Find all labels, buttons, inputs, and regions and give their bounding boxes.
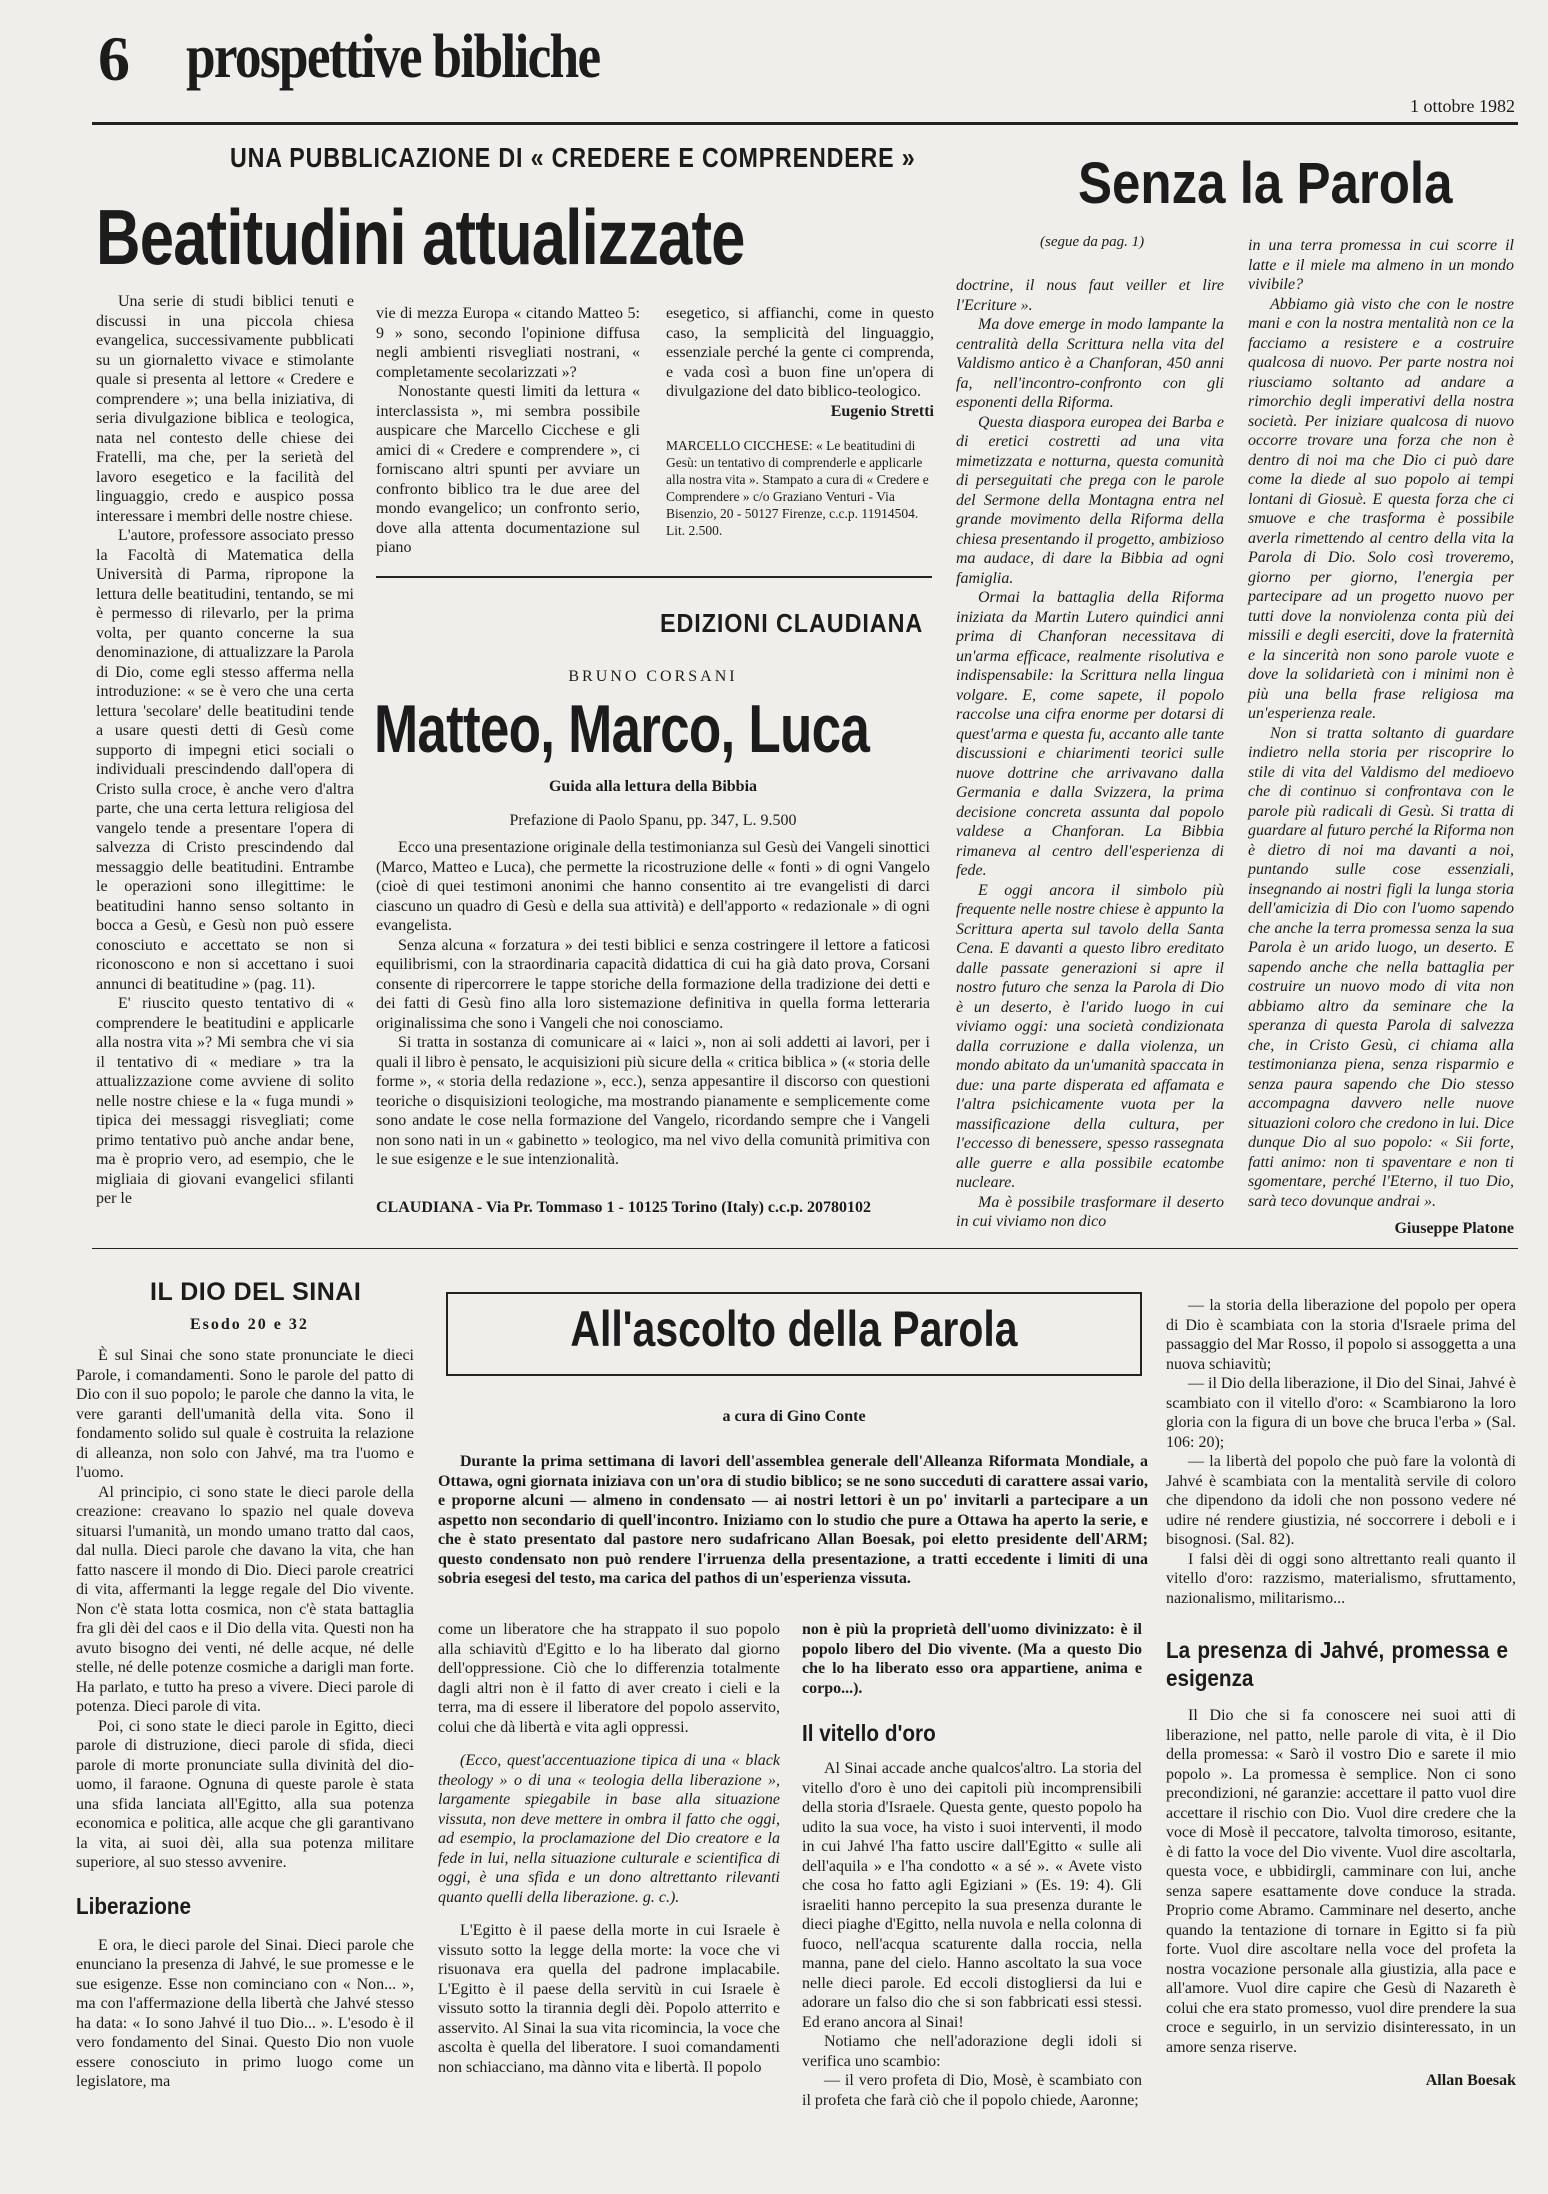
senza-signature: Giuseppe Platone	[1394, 1220, 1514, 1237]
ascolto-column-3	[1166, 1296, 1516, 2091]
beatitudini-column-3	[666, 304, 934, 539]
book-reference-note: MARCELLO CICCHESE: « Le beatitudini di Gesù: un tentativo di comprenderle e applicarle alla nostra vita ». Stampato a cura di « Credere e Comprendere » c/o Graziano Venturi - Via Bisenzio, 20 - 50127 Firenze, c.c.p. 11914504. Lit. 2.500.	[666, 438, 929, 538]
paragraph: È sul Sinai che sono state pronunciate le dieci Parole, i comandamenti. Sono le parole del patto di Dio con il suo popolo; le parole che danno la vita, le vere garanti dell'umanità della vita. Sono il fondamento solido sul quale è costruita la relazione di alleanza, non solo con Jahvé, ma tra l'uomo e l'uomo.	[76, 1347, 414, 1481]
paragraph: Notiamo che nell'adorazione degli idoli si verifica uno scambio:	[802, 2033, 1142, 2070]
paragraph: doctrine, il nous faut veiller et lire l'Ecriture ».	[956, 277, 1224, 314]
paragraph: Nonostante questi limiti da lettura « interclassista », mi sembra possibile auspicare che Marcello Cicchese e gli amici di « Credere e comprendere », ci forniscano altri spunti per avviare un confronto biblico tra le due aree del mondo evangelico; un confronto serio, dove alla attenta documentazione sul piano	[376, 383, 640, 556]
paragraph: — il Dio della liberazione, il Dio del Sinai, Jahvé è scambiato con il vitello d'oro: « Scambiarono la loro gloria con la figura di un bove che bruca l'erba » (Sal. 106: 20);	[1166, 1375, 1516, 1451]
claudiana-body	[376, 838, 930, 1170]
claudiana-brand: EDIZIONI CLAUDIANA	[660, 608, 924, 638]
paragraph: Al principio, ci sono state le dieci parole della creazione: creavano lo spazio nel quale doveva situarsi l'umanità, un mondo umano tratto dal caos, dal nulla. Dieci parole che davano la vita, che han fatto nascere il mondo di Dio. Dieci parole creatrici di vita, affermanti la legge regale del Dio vivente. Non c'è stata lotta cosmica, non c'è stata battaglia fra gli dèi del caos e il Dio della vita. Questi non ha avuto bisogno dei venti, né delle acque, né delle stelle, né delle potenze cosmiche a darigli man forte. Ha parlato, e tutto ha preso a vivere. Dieci parole di potenza. Dieci parole di vita.	[76, 1483, 414, 1715]
beatitudini-kicker: UNA PUBBLICAZIONE DI « CREDERE E COMPRENDERE »	[230, 142, 916, 173]
paragraph: Senza alcuna « forzatura » dei testi biblici e senza costringere il lettore a faticosi equilibrismi, con la straordinaria capacità didattica di cui ha già dato prova, Corsani consente di ripercorrere le tappe storiche della formazione della tradizione dei detti e dei fatti di Gesù fino alla loro sistemazione definitiva in quella forma letteraria originalissima che sono i Vangeli che noi conosciamo.	[376, 936, 930, 1032]
paragraph: — la libertà del popolo che può fare la volontà di Jahvé è scambiata con la mentalità servile di coloro che dipendono da idoli che non possono vedere né udire né rendere giustizia, né soccorrere i deboli e i bisognosi. (Sal. 82).	[1166, 1453, 1516, 1548]
paragraph: — il vero profeta di Dio, Mosè, è scambiato con il profeta che farà ciò che il popolo chiede, Aaronne;	[802, 2072, 1142, 2109]
paragraph: Ecco una presentazione originale della testimonianza sul Gesù dei Vangeli sinottici (Marco, Matteo e Luca), che permette la ricostruzione delle « fonti » di ogni Vangelo (cioè di quei testimoni anonimi che hanno consentito ai tre evangelisti di darci ciascuno un quadro di Gesù e della sua attività) e dell'apporto « redazionale » di ogni evangelista.	[376, 839, 930, 934]
paragraph: Si tratta in sostanza di comunicare ai « laici », non ai soli addetti ai lavori, per i quali il libro è pensato, le acquisizioni più sicure della « critica biblica » (« storia delle forme », « storia della redazione », ecc.), senza appesantire il discorso con questioni teoriche o disquisizioni teologiche, ma mostrando pianamente e semplicemente come sono andate le cose nella formazione del Vangelo, ricordando sempre che i Vangeli non sono nati in un « gabinetto » teologico, ma nel vivo della comunità primitiva con le sue esigenze e le sue intenzionalità.	[376, 1034, 930, 1168]
continued-note: (segue da pag. 1)	[1040, 234, 1145, 250]
paragraph: Una serie di studi biblici tenuti e discussi in una piccola chiesa evangelica, successivamente pubblicati su un giornaletto vivace e stimolante quale si presenta al lettore « Credere e comprendere »; una bella iniziativa, di seria divulgazione biblica e teologica, nata nel contesto delle chiese dei Fratelli, ma che, per la serietà del lavoro esegetico e la facilità del linguaggio, credo e auspico possa interessare i membri delle nostre chiese.	[96, 293, 354, 525]
header-rule	[92, 122, 1518, 125]
paragraph: E oggi ancora il simbolo più frequente nelle nostre chiese è appunto la Scrittura aperta sul tavolo della Santa Cena. E davanti a questo libro ereditato dalle passate generazioni si apre il nostro futuro che senza la Parola di Dio è un deserto, è l'arido luogo in cui viviamo oggi: una società condizionata dalla corruzione e dalla violenza, un mondo abitato da un'umanità spaccata in due: una parte disperata ed affamata e l'altra psichicamente vuota per la massificazione della cultura, per l'eccesso di benessere, spesso rassegnata alle guerre e alla possibile ecatombe nucleare.	[956, 881, 1224, 1191]
beatitudini-column-2	[376, 304, 640, 558]
liberazione-heading: Liberazione	[76, 1892, 192, 1919]
ascolto-headline: All'ascolto della Parola	[570, 1301, 1018, 1357]
paragraph: E ora, le dieci parole del Sinai. Dieci parole che enunciano la presenza di Jahvé, le sue promesse e le sue esigenze. Esse non cominciano con « Non... », ma con l'affermazione della libertà che Jahvé stesso ha data: « Io sono Jahvé il tuo Dio... ». L'esodo è il vero fondamento del Sinai. Questo Dio non vuole essere conosciuto in primo luogo come un legislatore, ma	[76, 1936, 414, 2090]
paragraph: non è più la proprietà dell'uomo divinizzato: è il popolo libero del Dio vivente. (Ma a questo Dio che lo ha liberato esso ora appartiene, anima e corpo...).	[802, 1621, 1142, 1697]
issue-date: 1 ottobre 1982	[1410, 96, 1515, 116]
paragraph: Questa diaspora europea dei Barba e di eretici costretti ad una vita mimetizzata e notturna, questa comunità di perseguitati che prega con le parole del Sermone della Montagna entra nel grande movimento della Riforma della chiesa presentando il progetto, ambizioso ma audace, di dare la Bibbia ad ogni famiglia.	[956, 413, 1224, 587]
paragraph: Al Sinai accade anche qualcos'altro. La storia del vitello d'oro è uno dei capitoli più incomprensibili della storia d'Israele. Questa gente, questo popolo ha udito la sua voce, ha visto i suoi interventi, il modo in cui Jahvé l'ha fatto uscire dall'Egitto « sulle ali dell'aquila » e l'ha condotto « a sé ». « Avete visto che cosa ho fatto agli Egiziani » (Es. 19: 4). Gli israeliti hanno percepito la sua presenza durante le dieci piaghe d'Egitto, nella nuvola e nella colonna di fuoco, nell'acqua scaturente dalla roccia, nella manna, pane del cielo. Hanno ascoltato la sua voce nelle dieci parole. Ed eccoli distogliersi da lui e adorare un falso dio che si son fabbricati essi stessi. Ed erano ancora al Sinai!	[802, 1760, 1142, 2031]
beatitudini-column-1	[96, 292, 354, 1209]
paragraph: E' riuscito questo tentativo di « comprendere le beatitudini e applicarle alla nostra vita »? Mi sembra che vi sia il tentativo di « mediare » tra la attualizzazione come avviene di solito nelle nostre chiese e la « fuga mundi » tipica dei messaggi risvegliati; come primo tentativo può anche andar bene, ma è proprio vero, ad esempio, che le migliaia di giovani evangelici sfilanti per le	[96, 995, 354, 1207]
claudiana-author: BRUNO CORSANI	[568, 668, 738, 685]
section-divider	[376, 576, 932, 578]
beatitudini-signature: Eugenio Stretti	[830, 402, 934, 420]
paragraph: Ma è possibile trasformare il deserto in cui viviamo non dico	[956, 1193, 1224, 1230]
ascolto-byline: a cura di Gino Conte	[722, 1408, 866, 1425]
claudiana-book-subtitle: Guida alla lettura della Bibbia	[548, 778, 758, 795]
senza-column-2	[1248, 236, 1514, 1239]
paragraph: I falsi dèi di oggi sono altrettanto reali quanto il vitello d'oro: razzismo, materialismo, sfruttamento, nazionalismo, militarismo...	[1166, 1550, 1516, 1607]
paragraph: vie di mezza Europa « citando Matteo 5: 9 » sono, secondo l'opinione diffusa negli ambienti risvegliati nostrani, « completamente secolarizzati »?	[376, 305, 640, 381]
beatitudini-headline: Beatitudini attualizzate	[96, 193, 745, 281]
paragraph: Il Dio che si fa conoscere nei suoi atti di liberazione, nel patto, nelle parole di vita, è il Dio della promessa: « Sarò il vostro Dio e sarete il mio popolo ». La promessa è semplice. Non ci sono precondizioni, né garanzie: accettare il patto vuol dire accettare il rischio con Dio. Vuol dire credere che la voce di Mosè il peccatore, talvolta timoroso, esitante, è di fatto la voce del Dio vivente. Vuol dire ascoltarla, questa voce, e ubbidirgli, camminare con lui, anche senza sapere esattamente dove conduce la strada. Proprio come Abramo. Camminare nel deserto, anche quando la tentazione di tornare in Egitto si fa più forte. Vuol dire ascoltare nella voce del profeta la nostra vocazione personale alla giustizia, alla pace e all'amore. Vuol dire capire che Gesù di Nazareth è colui che era stato promesso, vuol dire prendere la sua croce e seguirlo, in un servizio disinteressato, in un amore senza riserve.	[1166, 1707, 1516, 2056]
paragraph: L'autore, professore associato presso la Facoltà di Matematica della Università di Parma, ripropone la lettura delle beatitudini, tentando, se mi è permesso di rilevarlo, per la prima volta, per quanto concerne la sua denominazione, di attualizzare la Parola di Dio, come egli stesso afferma nella introduzione: « se è vero che una certa lettura 'secolare' delle beatitudini tende a usare questi detti di Gesù come supporto di impegni etici sociali o individuali prescindendo dall'opera di Cristo sulla croce, è anche vero d'altra parte, che una certa lettura religiosa del vangelo tende a presentare l'opera di salvezza di Cristo prescindendo dal messaggio delle beatitudini. Entrambe le operazioni sono illegittime: le beatitudini hanno senso soltanto in bocca a Gesù, e Gesù non può essere conosciuto e accettato se non si riconoscono e non si accettano i suoi annunci di beatitudine » (pag. 11).	[96, 527, 354, 993]
newspaper-section-title: prospettive bibliche	[186, 23, 600, 91]
paragraph: — la storia della liberazione del popolo per opera di Dio è scambiata con la storia d'Israele prima del passaggio del Mar Rosso, il popolo si assoggetta a una nuova schiavitù;	[1166, 1297, 1516, 1373]
sinai-subtitle: Esodo 20 e 32	[190, 1316, 309, 1333]
paragraph: Poi, ci sono state le dieci parole in Egitto, dieci parole di distruzione, dieci parole di sfida, dieci parole di morte pronunciate sulla divinità del dio-uomo, il faraone. Ognuna di queste parole è stata una sfida lanciata all'Egitto, alla sua potenza economica e politica, alle acque che gli garantivano la vita, ai suoi dèi, alla sua potenza militare superiore, al suo stesso avvenire.	[76, 1717, 414, 1871]
paragraph: in una terra promessa in cui scorre il latte e il miele ma almeno in un mondo vivibile?	[1248, 237, 1514, 293]
paragraph: Non si tratta soltanto di guardare indietro nella storia per riscoprire lo stile di vita del Valdismo del medioevo che di continuo si confrontava con le parole più radicali di Gesù. Si tratta di guardare al futuro perché la Riforma non è dietro di noi ma davanti a noi, puntando sulle cose essenziali, insegnando ai nostri figli la lunga storia dell'amicizia di Dio con l'uomo sapendo che anche la terra promessa senza la sua Parola è un arido luogo, un deserto. E sapendo anche che nella battaglia per costruire un nuovo modo di vita non abbiamo altro da seminare che la speranza di questa Parola di salvezza che, in Cristo Gesù, ci chiama alla testimonianza piena, senza risparmio e senza paura sapendo che Dio stesso accompagna davvero nelle nuove situazioni coloro che credono in lui. Dice dunque Dio al suo popolo: « Sii forte, fatti animo: non ti spaventare e non ti sgomentare, perché l'Eterno, il tuo Dio, sarà teco dovunque andrai ».	[1248, 724, 1514, 1210]
paragraph: Ormai la battaglia della Riforma iniziata da Martin Lutero quindici anni prima di Chanforan necessitava di un'arma efficace, realmente risolutiva e indispensabile: la Scrittura nella lingua volgare. E, come sapete, il popolo raccolse una cifra enorme per dotarsi di quest'arma e questa fu, accanto alle tante discussioni e chiarimenti teorici sulle nuove dottrine che arrivavano dalla Germania e dalla Svizzera, la prima decisione concreta assunta dal popolo valdese a Chanforan. La Bibbia rimaneva al centro dell'esperienza di fede.	[956, 589, 1224, 879]
claudiana-address: CLAUDIANA - Via Pr. Tommaso 1 - 10125 Torino (Italy) c.c.p. 20780102	[376, 1199, 871, 1216]
claudiana-preface: Prefazione di Paolo Spanu, pp. 347, L. 9.500	[509, 812, 797, 829]
editor-note: (Ecco, quest'accentuazione tipica di una « black theology » o di una « teologia della liberazione », largamente spiegabile in base alla situazione vissuta, non deve mettere in ombra il fatto che oggi, ad esempio, la proclamazione del Dio creatore e la fede in lui, nella situazione culturale e scientifica di oggi, è una sfida e un dono altrettanto rilevanti quanto quelli della liberazione. g. c.).	[438, 1752, 780, 1906]
vitello-heading: Il vitello d'oro	[802, 1720, 936, 1746]
paragraph: Abbiamo già visto che con le nostre mani e con la nostra mentalità non ce la facciamo a resistere e a costruire qualcosa di nuovo. Per parte nostra noi riusciamo soltanto ad andare a rimorchio degli imperativi della nostra società. Per iniziare qualcosa di nuovo occorre trovare una forza che non è dentro di noi ma che Dio ci può dare come la diede al suo popolo ai tempi lontani di Giosuè. E questa forza che ci smuove e che trasforma è possibile averla rimettendo al centro della vita la Parola di Dio. Solo così troveremo, giorno per giorno, l'energia per partecipare ad un progetto nuovo per tutti dove la nonviolenza conta più dei missili e degli eserciti, dove la fraternità e la sincerità non sono parole vuote e dove la solidarietà con i minimi non è più una bella frase religiosa ma un'esperienza reale.	[1248, 295, 1514, 722]
senza-headline: Senza la Parola	[1078, 151, 1453, 216]
presenza-heading: La presenza di Jahvé, promessa e esigenza	[1166, 1637, 1508, 1691]
paragraph: Ma dove emerge in modo lampante la centralità della Scrittura nella vita del Valdismo antico è a Chanforan, 450 anni fa, nell'incontro-confronto con gli esponenti della Riforma.	[956, 316, 1224, 411]
ascolto-signature: Allan Boesak	[1425, 2072, 1516, 2089]
ascolto-intro: Durante la prima settimana di lavori dell'assemblea generale dell'Alleanza Riformata Mondiale, a Ottawa, ogni giornata iniziava con un'ora di studio biblico; se ne sono succeduti di carattere assai vario, e proporne alcuni — almeno in condensato — ai nostri lettori è un po' invitarli a partecipare a un aspetto non secondario di quell'incontro. Iniziamo con lo studio che pure a Ottawa ha aperto la serie, e che è stato presentato dal pastore nero sudafricano Allan Boesak, poi eletto presidente dell'ARM; questo condensato non può rendere l'irruenza della presentazione, a tratti eccedente i limiti di una sobria esegesi del testo, ma carica del pathos di un'esperienza vissuta.	[438, 1453, 1148, 1587]
paragraph: come un liberatore che ha strappato il suo popolo alla schiavitù d'Egitto e lo ha liberato dal giorno dell'oppressione. Ciò che lo differenzia totalmente dagli altri non è il fatto di aver creato i cieli e la terra, ma di essere il liberatore del popolo asservito, colui che dà libertà e vita agli oppressi.	[438, 1621, 780, 1736]
paragraph: L'Egitto è il paese della morte in cui Israele è vissuto sotto la legge della morte: la voce che vi risuonava era quella del padrone implacabile. L'Egitto è il paese della servitù in cui Israele è vissuto sotto la tirannia degli dèi. Popolo atterrito e asservito. Al Sinai la sua vita ricomincia, la voce che ascolta è quella del liberatore. I suoi comandamenti non schiacciano, ma dànno vita e libertà. Il popolo	[438, 1922, 780, 2076]
ascolto-column-2	[802, 1620, 1142, 2110]
page-fold-rule	[92, 1248, 1518, 1249]
paragraph: esegetico, si affianchi, come in questo caso, la semplicità del linguaggio, essenziale perché la gente ci comprenda, e vada così a buon fine un'opera di divulgazione del dato biblico-teologico.	[666, 305, 934, 400]
sinai-column	[76, 1346, 414, 2092]
claudiana-book-title: Matteo, Marco, Luca	[374, 691, 870, 767]
senza-column-1	[956, 276, 1224, 1232]
page-number: 6	[98, 23, 129, 94]
ascolto-column-1	[438, 1620, 780, 2077]
sinai-title: IL DIO DEL SINAI	[150, 1278, 362, 1306]
